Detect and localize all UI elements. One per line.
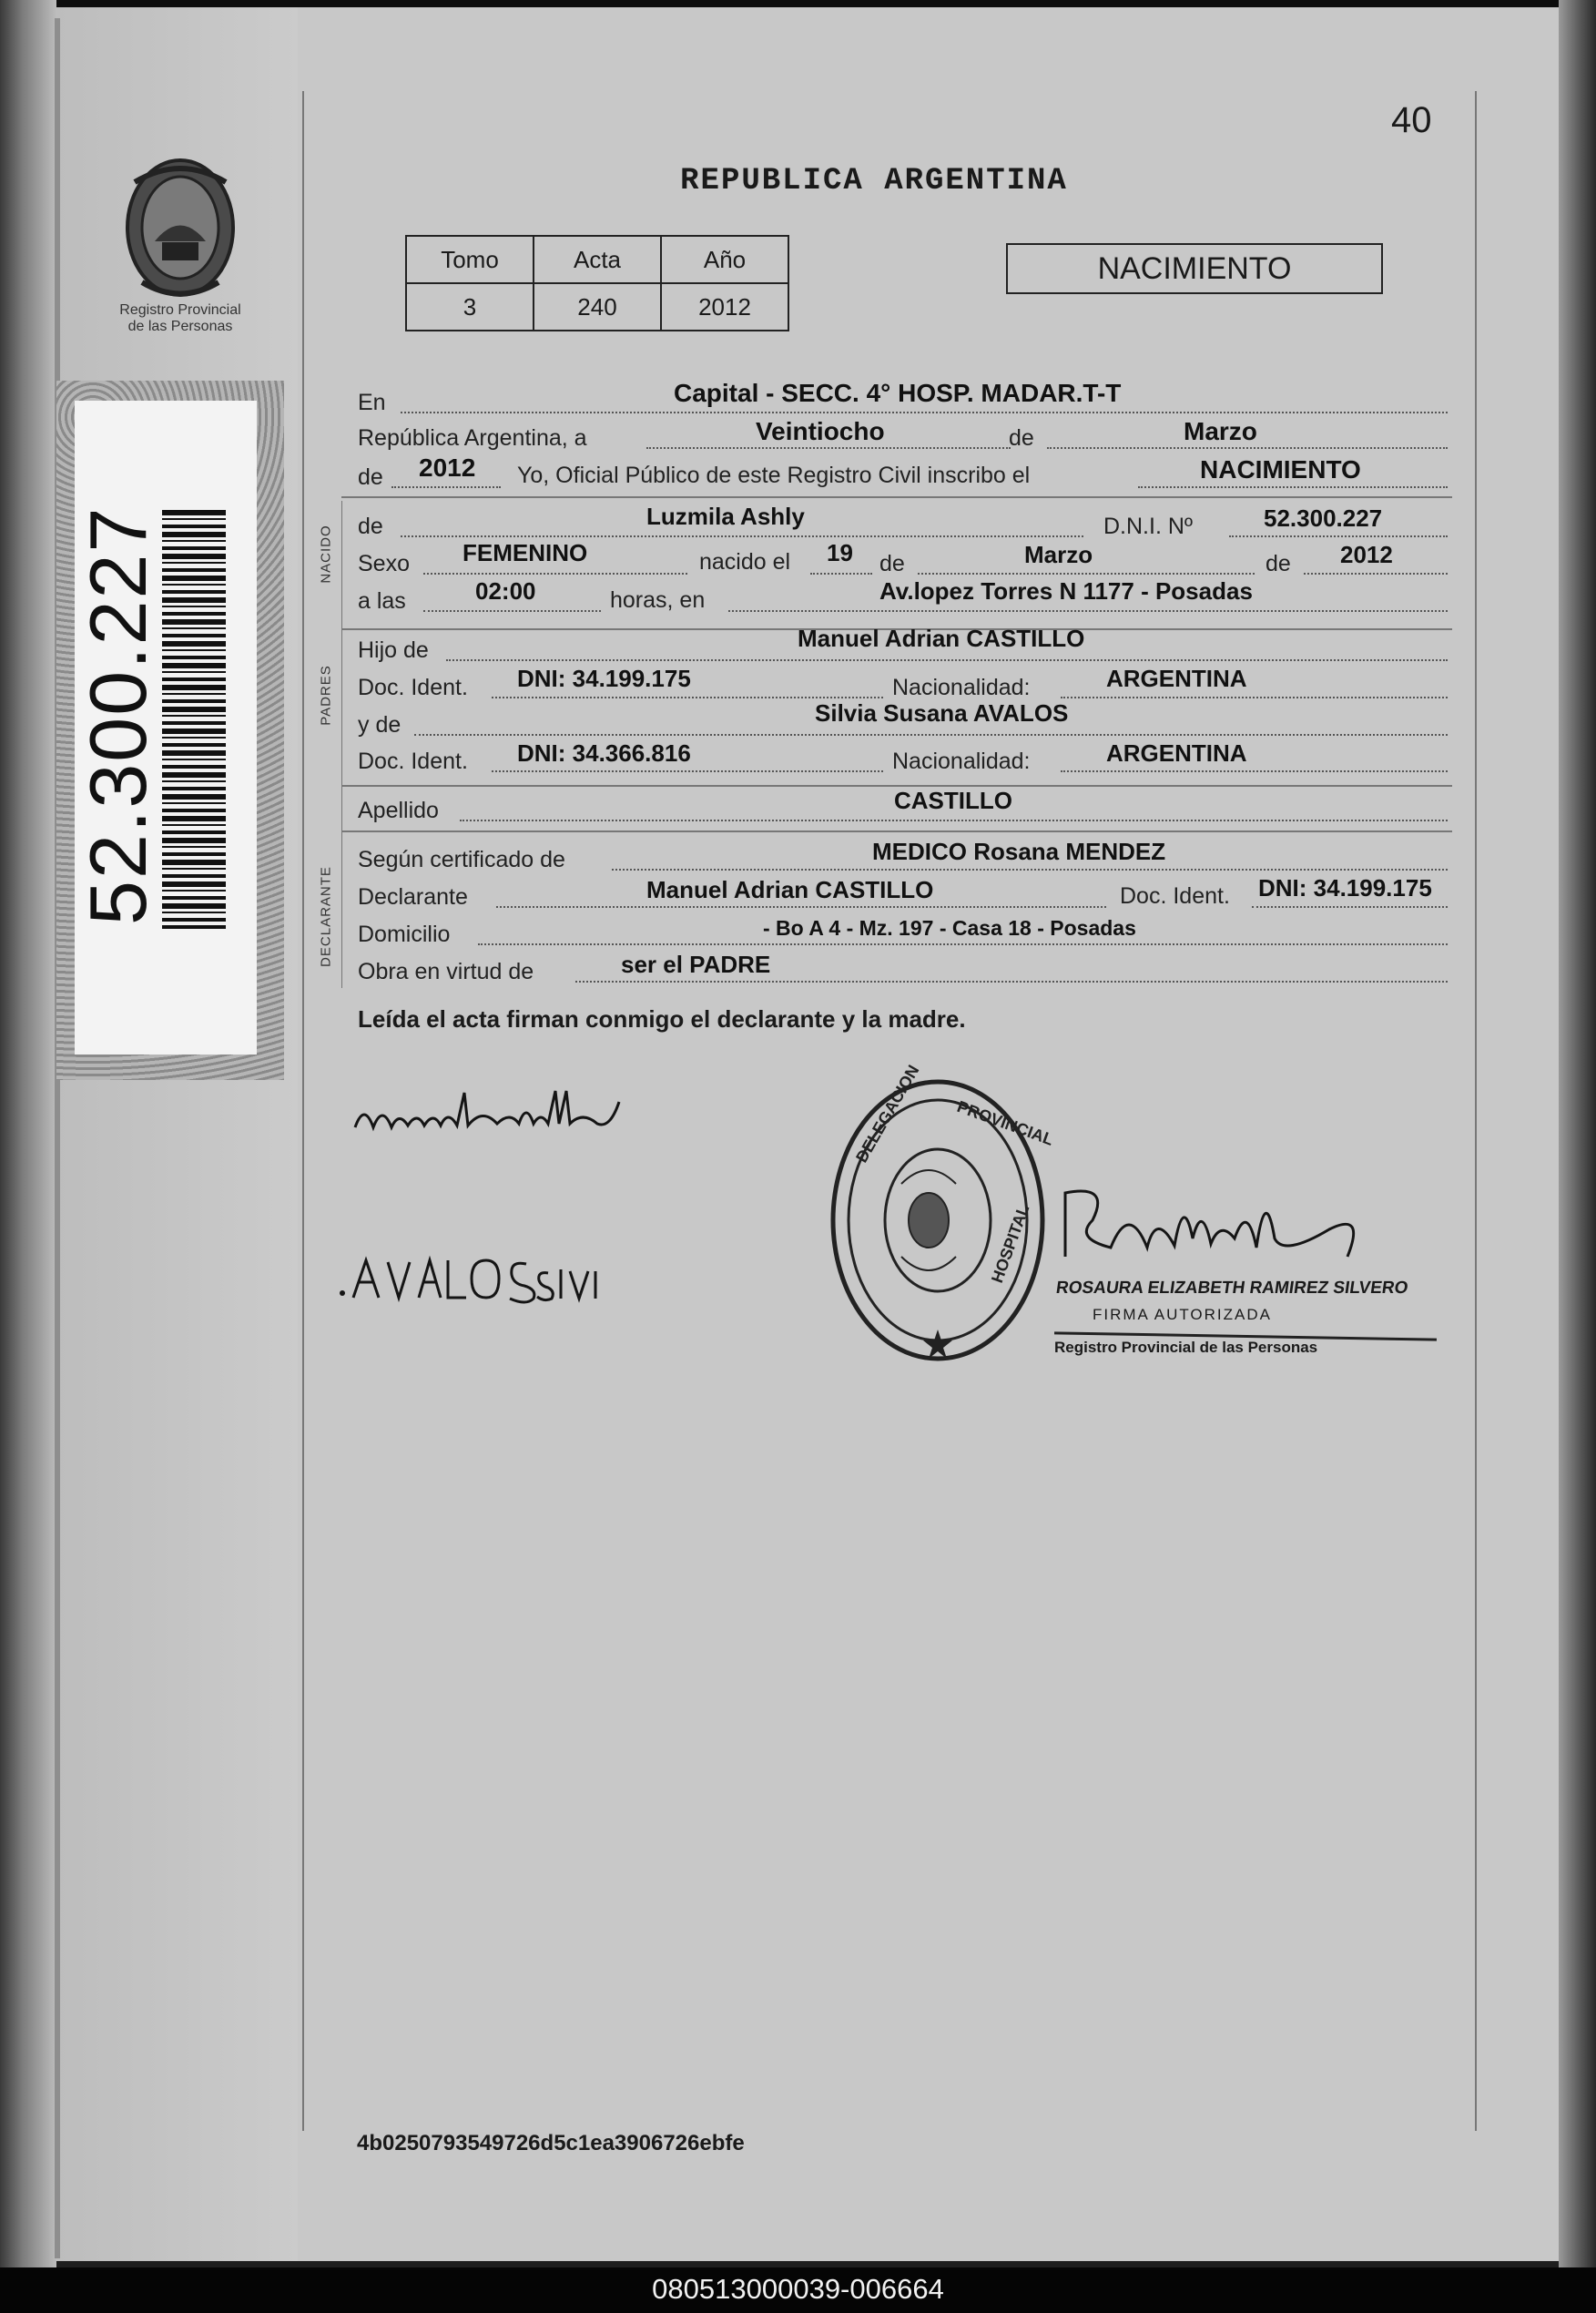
svg-text:DELEGACION: DELEGACION [852, 1062, 923, 1166]
label-sexo: Sexo [358, 551, 410, 576]
form-left-border [302, 91, 304, 2131]
value-dia-nac: 19 [827, 539, 853, 566]
page-right-edge [1559, 0, 1596, 2267]
svg-text:PROVINCIAL: PROVINCIAL [954, 1096, 1056, 1149]
value-anio-nac: 2012 [1340, 541, 1393, 568]
dotted-line [423, 610, 601, 612]
label-apellido: Apellido [358, 798, 439, 823]
dotted-line [492, 697, 883, 698]
dotted-line [1304, 573, 1448, 575]
book-binding [0, 0, 56, 2267]
dotted-line [1061, 697, 1448, 698]
label-doc-ident: Doc. Ident. [358, 749, 468, 774]
section-separator [341, 830, 1452, 832]
document-hash: 4b0250793549726d5c1ea3906726ebfe [357, 2131, 745, 2155]
official-name: ROSAURA ELIZABETH RAMIREZ SILVERO [1054, 1279, 1409, 1298]
page-number: 40 [1391, 100, 1432, 140]
dotted-line [401, 412, 1448, 413]
value-madre-doc: DNI: 34.366.816 [517, 739, 691, 767]
closing-statement: Leída el acta firman conmigo el declarante y la madre. [358, 1005, 966, 1033]
label-domicilio: Domicilio [358, 922, 451, 947]
official-seal [819, 1056, 1065, 1375]
dotted-line [446, 659, 1448, 661]
acta-value: 240 [534, 283, 661, 331]
value-lugar-nac: Av.lopez Torres N 1177 - Posadas [879, 577, 1253, 605]
value-madre: Silvia Susana AVALOS [815, 699, 1069, 727]
value-dni: 52.300.227 [1264, 504, 1383, 532]
label-nacionalidad: Nacionalidad: [892, 749, 1031, 774]
label-de-yo: de [358, 464, 383, 490]
dotted-line [478, 943, 1448, 945]
dotted-line [423, 573, 687, 575]
svg-text:HOSPITAL: HOSPITAL [987, 1202, 1033, 1286]
anio-value: 2012 [661, 283, 788, 331]
dotted-line [575, 981, 1448, 983]
barcode [162, 510, 226, 929]
dotted-line [1252, 906, 1448, 908]
sticker-dni-number: 52.300.227 [73, 505, 163, 925]
label-a-las: a las [358, 588, 406, 614]
logo-caption: de las Personas [127, 319, 233, 334]
scan-id-code: 080513000039-006664 [652, 2273, 944, 2305]
value-mes-nac: Marzo [1024, 541, 1093, 568]
section-divider [341, 501, 342, 988]
value-mes-inscripcion: Marzo [1184, 417, 1257, 445]
declarante-signature [346, 1084, 637, 1156]
side-label-declarante: DECLARANTE [318, 866, 334, 967]
value-anio-inscripcion: 2012 [419, 453, 476, 482]
label-nacionalidad: Nacionalidad: [892, 675, 1031, 700]
value-padre: Manuel Adrian CASTILLO [798, 625, 1085, 652]
value-hora: 02:00 [475, 577, 536, 605]
value-obra: ser el PADRE [621, 951, 771, 978]
madre-signature [335, 1248, 608, 1311]
value-sexo: FEMENINO [463, 539, 588, 566]
value-madre-nac: ARGENTINA [1106, 739, 1247, 767]
label-republica: República Argentina, a [358, 425, 587, 451]
label-declarante: Declarante [358, 884, 468, 910]
tomo-value: 3 [406, 283, 534, 331]
form-right-border [1475, 91, 1477, 2131]
label-segun-certificado: Según certificado de [358, 847, 565, 872]
dotted-line [728, 610, 1448, 612]
label-y-de: y de [358, 712, 402, 738]
label-doc-ident-declarante: Doc. Ident. [1120, 883, 1230, 909]
label-de-anio: de [1266, 551, 1291, 576]
official-role: FIRMA AUTORIZADA [1093, 1306, 1272, 1323]
dotted-line [612, 869, 1448, 871]
dotted-line [460, 820, 1448, 821]
label-doc-ident: Doc. Ident. [358, 675, 468, 700]
label-de: de [1009, 425, 1034, 451]
document-title: REPUBLICA ARGENTINA [680, 164, 1068, 199]
dotted-line [1047, 447, 1448, 449]
dotted-line [414, 734, 1448, 736]
value-nombre: Luzmila Ashly [646, 503, 805, 530]
logo-caption: Registro Provincial [119, 302, 241, 318]
value-padre-nac: ARGENTINA [1106, 665, 1247, 692]
label-dni: D.N.I. Nº [1103, 514, 1194, 539]
spine-edge [55, 18, 60, 2258]
dotted-line [391, 486, 501, 488]
section-separator [341, 496, 1452, 498]
dotted-line [496, 906, 1106, 908]
side-label-padres: PADRES [318, 665, 334, 726]
label-obra: Obra en virtud de [358, 959, 534, 984]
col-header-anio: Año [661, 236, 788, 283]
official-org: Registro Provincial de las Personas [1054, 1339, 1318, 1356]
dotted-line [401, 535, 1083, 537]
value-dia-inscripcion: Veintiocho [756, 417, 885, 445]
value-certificado: MEDICO Rosana MENDEZ [872, 838, 1166, 865]
dotted-line [646, 447, 1011, 449]
value-declarante-doc: DNI: 34.199.175 [1258, 874, 1432, 902]
dotted-line [1138, 486, 1448, 488]
provincial-logo [107, 155, 253, 346]
label-nacido-el: nacido el [699, 549, 791, 575]
dotted-line [810, 573, 872, 575]
label-yo: Yo, Oficial Público de este Registro Civil inscribo el [517, 463, 1031, 488]
label-en: En [358, 390, 386, 415]
label-horas-en: horas, en [610, 587, 706, 613]
official-signature [1056, 1184, 1438, 1275]
record-type-box: NACIMIENTO [1006, 243, 1383, 294]
label-hijo-de: Hijo de [358, 637, 429, 663]
value-declarante: Manuel Adrian CASTILLO [646, 876, 934, 903]
value-padre-doc: DNI: 34.199.175 [517, 665, 691, 692]
side-label-nacido: NACIDO [318, 525, 334, 584]
dotted-line [1061, 770, 1448, 772]
label-de-mes: de [879, 551, 905, 576]
value-lugar: Capital - SECC. 4° HOSP. MADAR.T-T [674, 379, 1122, 407]
dotted-line [492, 770, 883, 772]
value-acto: NACIMIENTO [1200, 455, 1361, 484]
dotted-line [1229, 535, 1448, 537]
dotted-line [918, 573, 1255, 575]
value-apellido: CASTILLO [894, 787, 1012, 814]
col-header-acta: Acta [534, 236, 661, 283]
value-domicilio: - Bo A 4 - Mz. 197 - Casa 18 - Posadas [763, 916, 1136, 940]
misiones-emblem-icon [107, 155, 253, 301]
col-header-tomo: Tomo [406, 236, 534, 283]
label-de-nombre: de [358, 514, 383, 539]
record-table [405, 235, 789, 331]
